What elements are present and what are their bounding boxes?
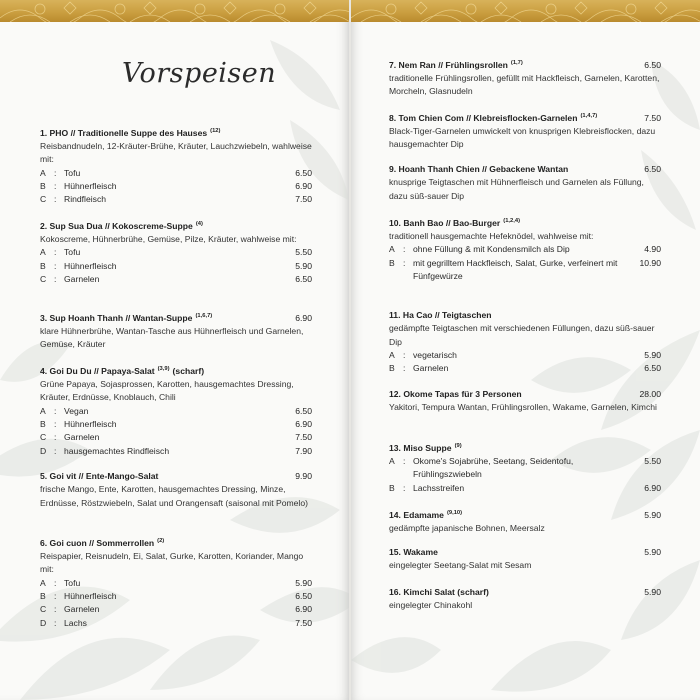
allergen-codes: (4)	[195, 221, 203, 227]
menu-item-price: 5.90	[644, 509, 661, 520]
menu-option-row	[40, 260, 312, 273]
menu-item	[389, 388, 661, 415]
option-separator: :	[403, 244, 406, 255]
option-label: Rindfleisch	[64, 194, 107, 205]
menu-item-description: Grüne Papaya, Sojasprossen, Karotten, hausgemachtes Dressing, Kräuter, Erdnüsse, Knoblauch, Chili	[40, 379, 294, 403]
option-price: 4.90	[644, 244, 661, 255]
menu-item-name-text: 11. Ha Cao // Teigtaschen	[389, 310, 492, 320]
allergen-codes: (1,6,7)	[195, 313, 213, 319]
menu-item-name-text: 9. Hoanh Thanh Chien // Gebackene Wantan	[389, 164, 569, 174]
menu-item-description: gedämpfte japanische Bohnen, Meersalz	[389, 523, 545, 534]
option-price: 5.50	[644, 456, 661, 467]
menu-item-description: Reisbandnudeln, 12-Kräuter-Brühe, Kräuter, Lauchzwiebeln, wahlweise mit:	[40, 141, 312, 165]
menu-item-header	[40, 310, 312, 325]
allergen-codes: (1,4,7)	[580, 113, 598, 119]
option-label: Garnelen	[64, 274, 100, 285]
option-price: 6.50	[295, 591, 312, 602]
option-letter: B	[40, 419, 46, 430]
option-label: Vegan	[64, 405, 89, 416]
menu-option-row	[40, 167, 312, 180]
menu-item-name	[389, 388, 522, 401]
menu-item-description: Black-Tiger-Garnelen umwickelt von knusprigen Klebreisflocken, dazu hausgemachter Dip	[389, 126, 656, 150]
menu-item-description: eingelegter Chinakohl	[389, 600, 473, 611]
option-letter: C	[40, 274, 47, 285]
option-separator: :	[54, 167, 57, 178]
option-price: 6.90	[295, 181, 312, 192]
menu-item-price: 5.90	[644, 547, 661, 557]
menu-item	[389, 163, 661, 203]
menu-option-row	[40, 193, 312, 206]
menu-option-row	[40, 246, 312, 259]
menu-item-price: 6.50	[644, 164, 661, 174]
menu-option-row	[40, 577, 312, 590]
allergen-codes: (1,2,4)	[503, 218, 521, 224]
menu-item-description: gedämpfte Teigtaschen mit verschiedenen Füllungen, dazu süß-sauer Dip	[389, 323, 655, 347]
menu-item-header	[40, 363, 312, 378]
option-price: 7.50	[295, 617, 312, 628]
option-price: 5.90	[295, 577, 312, 588]
menu-item-spice-note: (scharf)	[172, 365, 205, 376]
option-separator: :	[403, 363, 406, 374]
menu-item-header	[389, 546, 661, 559]
option-letter: A	[40, 577, 46, 588]
menu-item-name	[40, 470, 158, 483]
option-price: 6.90	[295, 604, 312, 615]
menu-item-header	[389, 163, 661, 176]
option-letter: A	[389, 244, 395, 255]
option-separator: :	[54, 445, 57, 456]
menu-item-name-text: 16. Kimchi Salat (scharf)	[389, 587, 489, 597]
menu-item	[389, 586, 661, 613]
option-price: 6.50	[295, 405, 312, 416]
menu-item-description: Kokoscreme, Hühnerbrühe, Gemüse, Pilze, Kräuter, wahlweise mit:	[40, 234, 297, 245]
option-label: Tofu	[64, 577, 81, 588]
option-letter: A	[389, 456, 395, 467]
menu-item-price: 7.50	[644, 112, 661, 123]
option-separator: :	[54, 260, 57, 271]
allergen-codes: (3,9)	[157, 366, 170, 372]
option-label: vegetarisch	[413, 349, 457, 360]
menu-item-description: traditionelle Frühlingsrollen, gefüllt mit Hackfleisch, Garnelen, Karotten, Morcheln, Glasnudeln	[389, 73, 660, 97]
menu-item-name	[40, 535, 164, 550]
menu-item-name	[40, 218, 203, 233]
menu-item-name	[389, 546, 438, 559]
menu-item-name-text: 12. Okome Tapas für 3 Personen	[389, 389, 522, 399]
menu-option-row	[40, 273, 312, 286]
option-separator: :	[54, 604, 57, 615]
menu-item-name-text: 4. Goi Du Du // Papaya-Salat	[40, 365, 155, 376]
option-label: Garnelen	[64, 432, 100, 443]
menu-item-description: klare Hühnerbrühe, Wantan-Tasche aus Hühnerfleisch und Garnelen, Gemüse, Kräuter	[40, 326, 304, 350]
menu-item-header	[389, 57, 661, 72]
option-price: 6.50	[295, 167, 312, 178]
menu-item-name	[389, 507, 462, 522]
menu-item	[389, 507, 661, 535]
menu-item	[389, 110, 661, 152]
menu-option-row	[40, 405, 312, 418]
option-separator: :	[403, 456, 406, 467]
option-separator: :	[54, 274, 57, 285]
menu-item-name-text: 6. Goi cuon // Sommerrollen	[40, 537, 155, 548]
allergen-codes: (1,7)	[510, 60, 523, 66]
menu-option-row	[40, 590, 312, 603]
option-letter: C	[40, 194, 47, 205]
menu-item-name	[389, 110, 597, 125]
menu-item-header	[389, 586, 661, 599]
option-label: hausgemachtes Rindfleisch	[64, 445, 170, 456]
menu-item-price: 6.90	[295, 312, 312, 323]
menu-item-description: Reispapier, Reisnudeln, Ei, Salat, Gurke, Karotten, Koriander, Mango mit:	[40, 551, 304, 575]
option-price: 6.90	[295, 419, 312, 430]
option-letter: A	[40, 167, 46, 178]
menu-item-price: 6.50	[644, 59, 661, 70]
menu-item-header	[389, 507, 661, 522]
menu-item	[389, 546, 661, 573]
menu-item-header	[389, 440, 661, 455]
option-label: Hühnerfleisch	[64, 260, 117, 271]
option-letter: D	[40, 445, 47, 456]
menu-item-description: knusprige Teigtaschen mit Hühnerfleisch und Garnelen als Füllung, dazu süß-sauer Dip	[389, 177, 644, 201]
menu-item-name	[389, 309, 492, 322]
option-price: 10.90	[639, 257, 661, 268]
option-letter: D	[40, 617, 47, 628]
menu-item-name-text: 8. Tom Chien Com // Klebreisflocken-Garnelen	[389, 112, 578, 123]
menu-item-name-text: 1. PHO // Traditionelle Suppe des Hauses	[40, 127, 208, 138]
menu-item-name-text: 10. Banh Bao // Bao-Burger	[389, 217, 501, 228]
option-separator: :	[403, 257, 406, 268]
menu-item-name	[389, 57, 523, 72]
menu-item	[389, 309, 661, 375]
menu-item-name	[389, 440, 462, 455]
option-separator: :	[54, 419, 57, 430]
menu-item-price: 9.90	[295, 471, 312, 481]
allergen-codes: (9,10)	[446, 510, 463, 516]
option-letter: B	[389, 257, 395, 268]
option-letter: B	[389, 482, 395, 493]
menu-item-header	[389, 388, 661, 401]
menu-page-left	[0, 0, 349, 700]
option-letter: C	[40, 432, 47, 443]
menu-item	[389, 215, 661, 283]
menu-item-header	[40, 125, 312, 140]
option-label: Lachsstreifen	[413, 482, 465, 493]
option-letter: B	[40, 591, 46, 602]
option-label: Hühnerfleisch	[64, 419, 117, 430]
menu-item-header	[389, 309, 661, 322]
menu-item	[389, 440, 661, 495]
menu-option-row	[40, 431, 312, 444]
option-separator: :	[54, 194, 57, 205]
menu-item	[40, 363, 312, 458]
option-separator: :	[54, 405, 57, 416]
menu-item-name-text: 15. Wakame	[389, 547, 438, 557]
option-price: 6.90	[644, 482, 661, 493]
menu-option-row	[40, 617, 312, 630]
menu-item-header	[40, 470, 312, 483]
allergen-codes: (2)	[157, 538, 165, 544]
menu-item-name-text: 5. Goi vit // Ente-Mango-Salat	[40, 471, 159, 481]
option-price: 5.90	[644, 349, 661, 360]
menu-item-price: 5.90	[644, 587, 661, 597]
menu-option-row	[389, 243, 661, 256]
option-separator: :	[54, 181, 57, 192]
option-label: Hühnerfleisch	[64, 181, 117, 192]
option-price: 5.50	[295, 247, 312, 258]
option-price: 6.50	[644, 363, 661, 374]
menu-option-row	[40, 603, 312, 616]
option-label: Garnelen	[64, 604, 100, 615]
menu-option-row	[40, 418, 312, 431]
option-separator: :	[54, 591, 57, 602]
option-letter: A	[40, 247, 46, 258]
option-label: ohne Füllung & mit Kondensmilch als Dip	[413, 244, 570, 255]
option-separator: :	[54, 577, 57, 588]
menu-item-name	[40, 310, 212, 325]
menu-item	[389, 57, 661, 99]
option-price: 7.50	[295, 194, 312, 205]
menu-item-header	[389, 110, 661, 125]
option-separator: :	[403, 482, 406, 493]
option-price: 5.90	[295, 260, 312, 271]
option-price: 6.50	[295, 274, 312, 285]
option-letter: B	[40, 260, 46, 271]
option-label: Okome's Sojabrühe, Seetang, Seidentofu, Frühlingszwiebeln	[413, 456, 574, 480]
option-separator: :	[54, 247, 57, 258]
menu-item-name-text: 7. Nem Ran // Frühlingsrollen	[389, 59, 508, 70]
menu-option-row	[40, 180, 312, 193]
option-label: Tofu	[64, 247, 81, 258]
menu-item-name-text: 2. Sup Sua Dua // Kokoscreme-Suppe	[40, 220, 193, 231]
menu-item-header	[389, 215, 661, 230]
section-title: Vorspeisen	[122, 58, 277, 89]
option-letter: A	[389, 349, 395, 360]
menu-item-description: traditionell hausgemachte Hefeknödel, wahlweise mit:	[389, 231, 594, 242]
option-price: 7.90	[295, 445, 312, 456]
option-separator: :	[54, 617, 57, 628]
option-letter: A	[40, 405, 46, 416]
option-letter: B	[389, 363, 395, 374]
menu-item-name-text: 14. Edamame	[389, 509, 444, 520]
menu-page-right	[351, 0, 700, 700]
menu-item-name	[389, 163, 568, 176]
menu-item	[40, 470, 312, 510]
menu-item-price: 28.00	[639, 389, 661, 399]
allergen-codes: (9)	[454, 443, 462, 449]
menu-item-description: frische Mango, Ente, Karotten, hausgemachtes Dressing, Minze, Erdnüsse, Röstzwiebeln, Salat und Orangensaft (saisonal mit Pomelo)	[40, 484, 308, 508]
menu-option-row	[389, 482, 661, 495]
menu-item	[40, 218, 312, 286]
menu-item	[40, 310, 312, 352]
option-price: 7.50	[295, 432, 312, 443]
option-label: Tofu	[64, 167, 81, 178]
menu-item-name-text: 3. Sup Hoanh Thanh // Wantan-Suppe	[40, 312, 193, 323]
option-separator: :	[403, 349, 406, 360]
option-label: Lachs	[64, 617, 87, 628]
option-label: Garnelen	[413, 363, 449, 374]
menu-option-row	[389, 455, 661, 482]
menu-item-name	[40, 125, 220, 140]
menu-item-description: Yakitori, Tempura Wantan, Frühlingsrollen, Wakame, Garnelen, Kimchi	[389, 402, 657, 413]
menu-item-header	[40, 218, 312, 233]
option-letter: B	[40, 181, 46, 192]
menu-option-row	[389, 349, 661, 362]
menu-option-row	[389, 257, 661, 284]
menu-item-header	[40, 535, 312, 550]
option-separator: :	[54, 432, 57, 443]
menu-item-name	[389, 215, 520, 230]
left-page-content	[0, 0, 349, 700]
menu-item	[40, 125, 312, 207]
allergen-codes: (12)	[210, 128, 221, 134]
menu-option-row	[389, 362, 661, 375]
option-label: mit gegrilltem Hackfleisch, Salat, Gurke, verfeinert mit Fünfgewürze	[413, 257, 618, 282]
right-page-content	[351, 0, 700, 700]
menu-item-description: eingelegter Seetang-Salat mit Sesam	[389, 560, 532, 571]
option-label: Hühnerfleisch	[64, 591, 117, 602]
menu-item-name	[40, 363, 204, 378]
menu-option-row	[40, 445, 312, 458]
menu-item	[40, 535, 312, 630]
menu-item-name-text: 13. Miso Suppe	[389, 442, 452, 453]
menu-item-name	[389, 586, 489, 599]
option-letter: C	[40, 604, 47, 615]
